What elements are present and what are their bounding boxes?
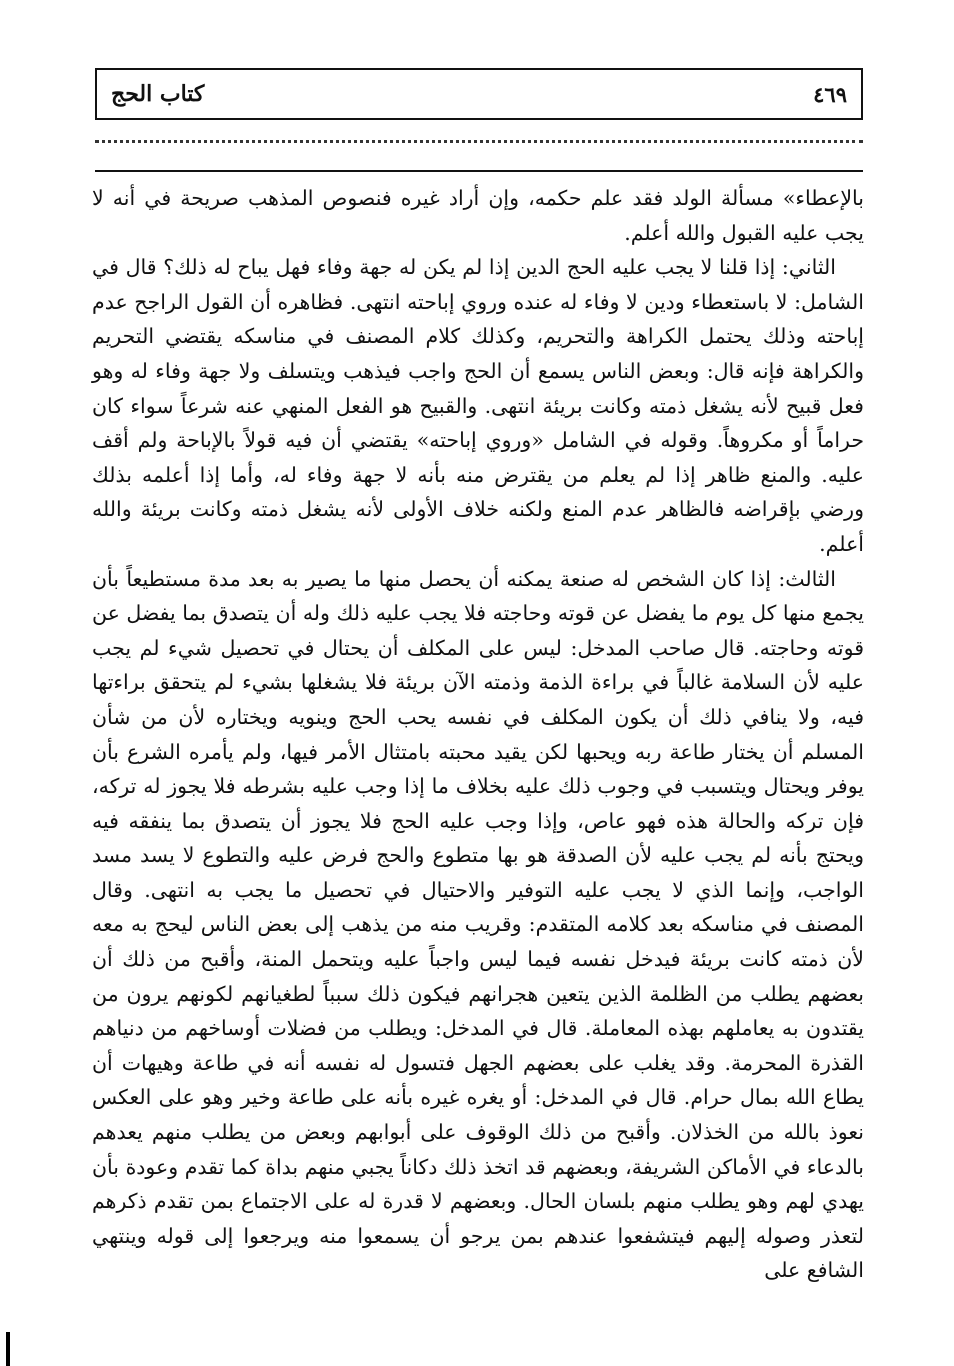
book-title: كتاب الحج [111,81,205,107]
body-text [92,181,864,1288]
paragraph-2: الثاني: إذا قلنا لا يجب عليه الحج الدين إذا لم يكن له جهة وفاء فهل يباح له ذلك؟ قال في الشامل: لا باستعطاء ودين لا وفاء له عنده وروي إباحته انتهى. فظاهره أن القول الراجح عدم إباحته وذلك يحتمل الكراهة والتحريم، وكذلك كلام المصنف في مناسكه يقتضي التحريم والكراهة فإنه قال: وبعض الناس يسمع أن الحج واجب فيذهب ويتسلف ولا جهة وفاء له وهو فعل قبيح لأنه يشغل ذمته وكانت بريئة انتهى. والقبيح هو الفعل المنهي عنه شرعاً سواء كان حراماً أو مكروهاً. وقوله في الشامل «وروي إباحته» يقتضي أن فيه قولاً بالإباحة ولم أقف عليه. والمنع ظاهر إذا لم يعلم من يقترض منه بأنه لا جهة وفاء له، وأما إذا أعلمه بذلك ورضي بإقراضه فالظاهر عدم المنع ولكنه خلاف الأولى لأنه يشغل ذمته وكانت بريئة والله أعلم. [92,255,864,556]
running-header [95,68,863,120]
paragraph-3: الثالث: إذا كان الشخص له صنعة يمكنه أن يحصل منها ما يصير به بعد مدة مستطيعاً بأن يجمع منها كل يوم ما يفضل عن قوته وحاجته فلا يجب عليه ذلك وله أن يتصدق بما يفضل عن قوته وحاجته. قال صاحب المدخل: ليس على المكلف أن يحتال في تحصيل شيء لم يجب عليه لأن السلامة غالباً في براءة الذمة وذمته الآن بريئة فلا يشغلها بشيء لم يتحقق براءتها فيه، ولا ينافي ذلك أن يكون المكلف في نفسه يحب الحج وينويه ويختاره لأن من شأن المسلم أن يختار طاعة ربه ويحبها لكن يقيد محبته بامتثال الأمر فيها، ولم يأمره الشرع بأن يوفر ويحتال ويتسبب في وجوب ذلك عليه بخلاف ما إذا وجب عليه بشرطه فلا يجوز له تركه، فإن تركه والحالة هذه فهو عاص، وإذا وجب عليه الحج فلا يجوز أن يتصدق بما ينفقه فيه ويحتج بأنه لم يجب عليه لأن الصدقة هو بها متطوع والحج فرض عليه والتطوع لا يسد مسد الواجب، وإنما الذي لا يجب عليه التوفير والاحتيال في تحصيل ما يجب به انتهى. وقال المصنف في مناسكه بعد كلامه المتقدم: وقريب منه من يذهب إلى بعض الناس ليحج به معه لأن ذمته كانت بريئة فيدخل نفسه فيما ليس واجباً عليه ويتحمل المنة، وأقبح من ذلك أن بعضهم يطلب من الظلمة الذين يتعين هجرانهم فيكون ذلك سبباً لطغيانهم لكونهم يرون من يقتدون به يعاملهم بهذه المعاملة. قال في المدخل: ويطلب من فضلات أوساخهم من دنياهم القذرة المحرمة. وقد يغلب على بعضهم الجهل فتسول له نفسه أنه في طاعة وهيهات أن يطاع الله بمال حرام. قال في المدخل: أو يغره غيره بأنه على طاعة وخير وهو على العكس نعوذ بالله من الخذلان. وأقبح من ذلك الوقوف على أبوابهم وبعض من يطلب منهم يعدهم بالدعاء في الأماكن الشريفة، وبعضهم قد اتخذ ذلك دكاناً يجبي منهم بداة كما تقدم وعودة بأن يهدي لهم وهو يطلب منهم بلسان الحال. وبعضهم لا قدرة له على الاجتماع بمن تقدم ذكرهم لتعذر وصوله إليهم فيتشفعوا عندهم بمن يرجو أن يسمعوا منه ويرجعوا إلى قوله وينتهي الشافع على [92,566,864,1283]
margin-mark [6,1332,10,1366]
paragraph-1: بالإعطاء» مسألة الولد فقد علم حكمه، وإن أراد غيره فنصوص المذهب صريحة في أنه لا يجب عليه القبول والله أعلم. [92,186,864,245]
horizontal-rule [95,170,863,172]
dotted-separator [95,140,863,143]
page-number: ٤٦٩ [813,81,847,107]
